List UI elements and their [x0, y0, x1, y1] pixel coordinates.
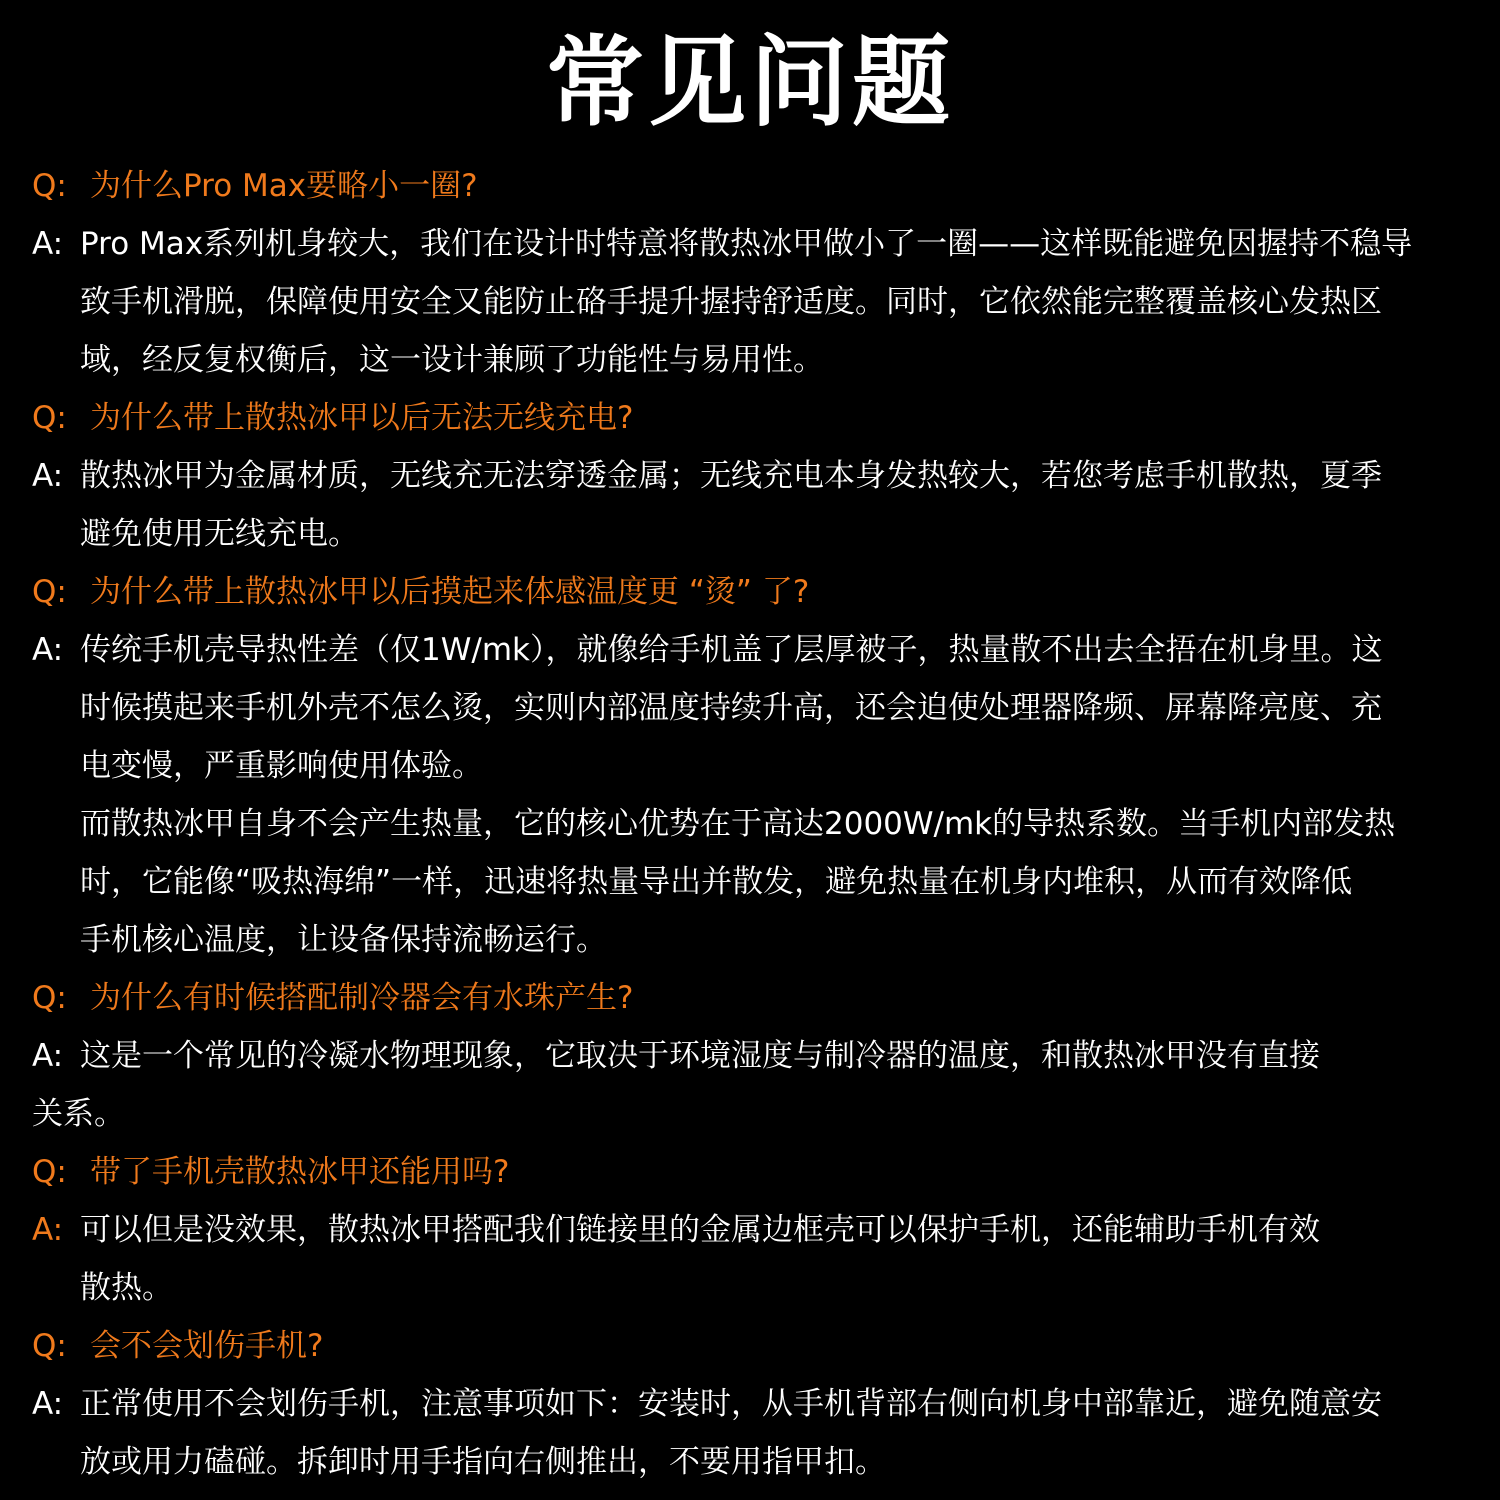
faq-answer-line: [80, 918, 607, 962]
faq-question: [32, 1150, 509, 1194]
faq-question: [32, 164, 478, 208]
faq-answer-line: [80, 744, 483, 788]
faq-answer-line: [32, 1208, 1320, 1252]
faq-answer-line: [80, 860, 1352, 904]
faq-answer-line: [80, 802, 1395, 846]
faq-answer-line: [32, 628, 1382, 672]
question-text: 带了手机壳散热冰甲还能用吗?: [90, 1154, 510, 1190]
answer-text: 放或用力磕碰。拆卸时用手指向右侧推出，不要用指甲扣。: [80, 1444, 886, 1480]
faq-answer-line: [80, 280, 1382, 324]
question-prefix: Q:: [32, 168, 67, 204]
question-prefix: Q:: [32, 1154, 67, 1190]
question-prefix: Q:: [32, 1328, 67, 1364]
faq-question: [32, 976, 633, 1020]
faq-answer-line: [80, 686, 1382, 730]
answer-text: 时，它能像“吸热海绵”一样，迅速将热量导出并散发，避免热量在机身内堆积，从而有效降低: [80, 864, 1353, 900]
answer-text: 关系。: [32, 1096, 125, 1132]
answer-text: 而散热冰甲自身不会产生热量，它的核心优势在于高达2000W/mk的导热系数。当手机内部发热: [80, 806, 1396, 842]
question-text: 为什么带上散热冰甲以后摸起来体感温度更 “烫” 了?: [90, 574, 810, 610]
faq-answer-line: [32, 1382, 1382, 1426]
answer-text: 时候摸起来手机外壳不怎么烫，实则内部温度持续升高，还会迫使处理器降频、屏幕降亮度、充: [80, 690, 1382, 726]
question-text: 会不会划伤手机?: [90, 1328, 324, 1364]
question-prefix: Q:: [32, 980, 67, 1016]
question-text: 为什么Pro Max要略小一圈?: [90, 168, 478, 204]
answer-text: 散热。: [80, 1270, 173, 1306]
answer-prefix: A:: [32, 226, 64, 262]
answer-text: 避免使用无线充电。: [80, 516, 359, 552]
faq-answer-line: [80, 338, 824, 382]
answer-prefix: A:: [32, 458, 64, 494]
question-prefix: Q:: [32, 400, 67, 436]
answer-prefix: A:: [32, 1212, 64, 1248]
faq-answer-line: [32, 222, 1412, 266]
answer-text: 这是一个常见的冷凝水物理现象，它取决于环境湿度与制冷器的温度，和散热冰甲没有直接: [80, 1038, 1320, 1074]
answer-prefix: A:: [32, 632, 64, 668]
answer-text: 手机核心温度，让设备保持流畅运行。: [80, 922, 607, 958]
faq-question: [32, 570, 809, 614]
faq-answer-line: [80, 1266, 173, 1310]
answer-text: Pro Max系列机身较大，我们在设计时特意将散热冰甲做小了一圈——这样既能避免因握持不稳导: [80, 226, 1413, 262]
answer-prefix: A:: [32, 1386, 64, 1422]
faq-answer-line: [32, 1034, 1320, 1078]
faq-question: [32, 1324, 323, 1368]
answer-text: 可以但是没效果，散热冰甲搭配我们链接里的金属边框壳可以保护手机，还能辅助手机有效: [80, 1212, 1320, 1248]
faq-question: [32, 396, 633, 440]
answer-prefix: A:: [32, 1038, 64, 1074]
answer-text: 致手机滑脱，保障使用安全又能防止硌手提升握持舒适度。同时，它依然能完整覆盖核心发热区: [80, 284, 1382, 320]
faq-answer-line: [32, 454, 1382, 498]
faq-answer-line: [80, 1440, 886, 1484]
page-title: 常见问题: [545, 26, 954, 140]
question-prefix: Q:: [32, 574, 67, 610]
answer-text: 传统手机壳导热性差（仅1W/mk），就像给手机盖了层厚被子，热量散不出去全捂在机身里。这: [80, 632, 1383, 668]
question-text: 为什么带上散热冰甲以后无法无线充电?: [90, 400, 634, 436]
faq-answer-line: [80, 512, 359, 556]
question-text: 为什么有时候搭配制冷器会有水珠产生?: [90, 980, 634, 1016]
answer-text: 正常使用不会划伤手机，注意事项如下：安装时，从手机背部右侧向机身中部靠近，避免随意安: [80, 1386, 1382, 1422]
answer-text: 电变慢，严重影响使用体验。: [80, 748, 483, 784]
answer-text: 域，经反复权衡后，这一设计兼顾了功能性与易用性。: [80, 342, 824, 378]
answer-text: 散热冰甲为金属材质，无线充无法穿透金属；无线充电本身发热较大，若您考虑手机散热，夏季: [80, 458, 1382, 494]
faq-answer-line: [32, 1092, 125, 1136]
